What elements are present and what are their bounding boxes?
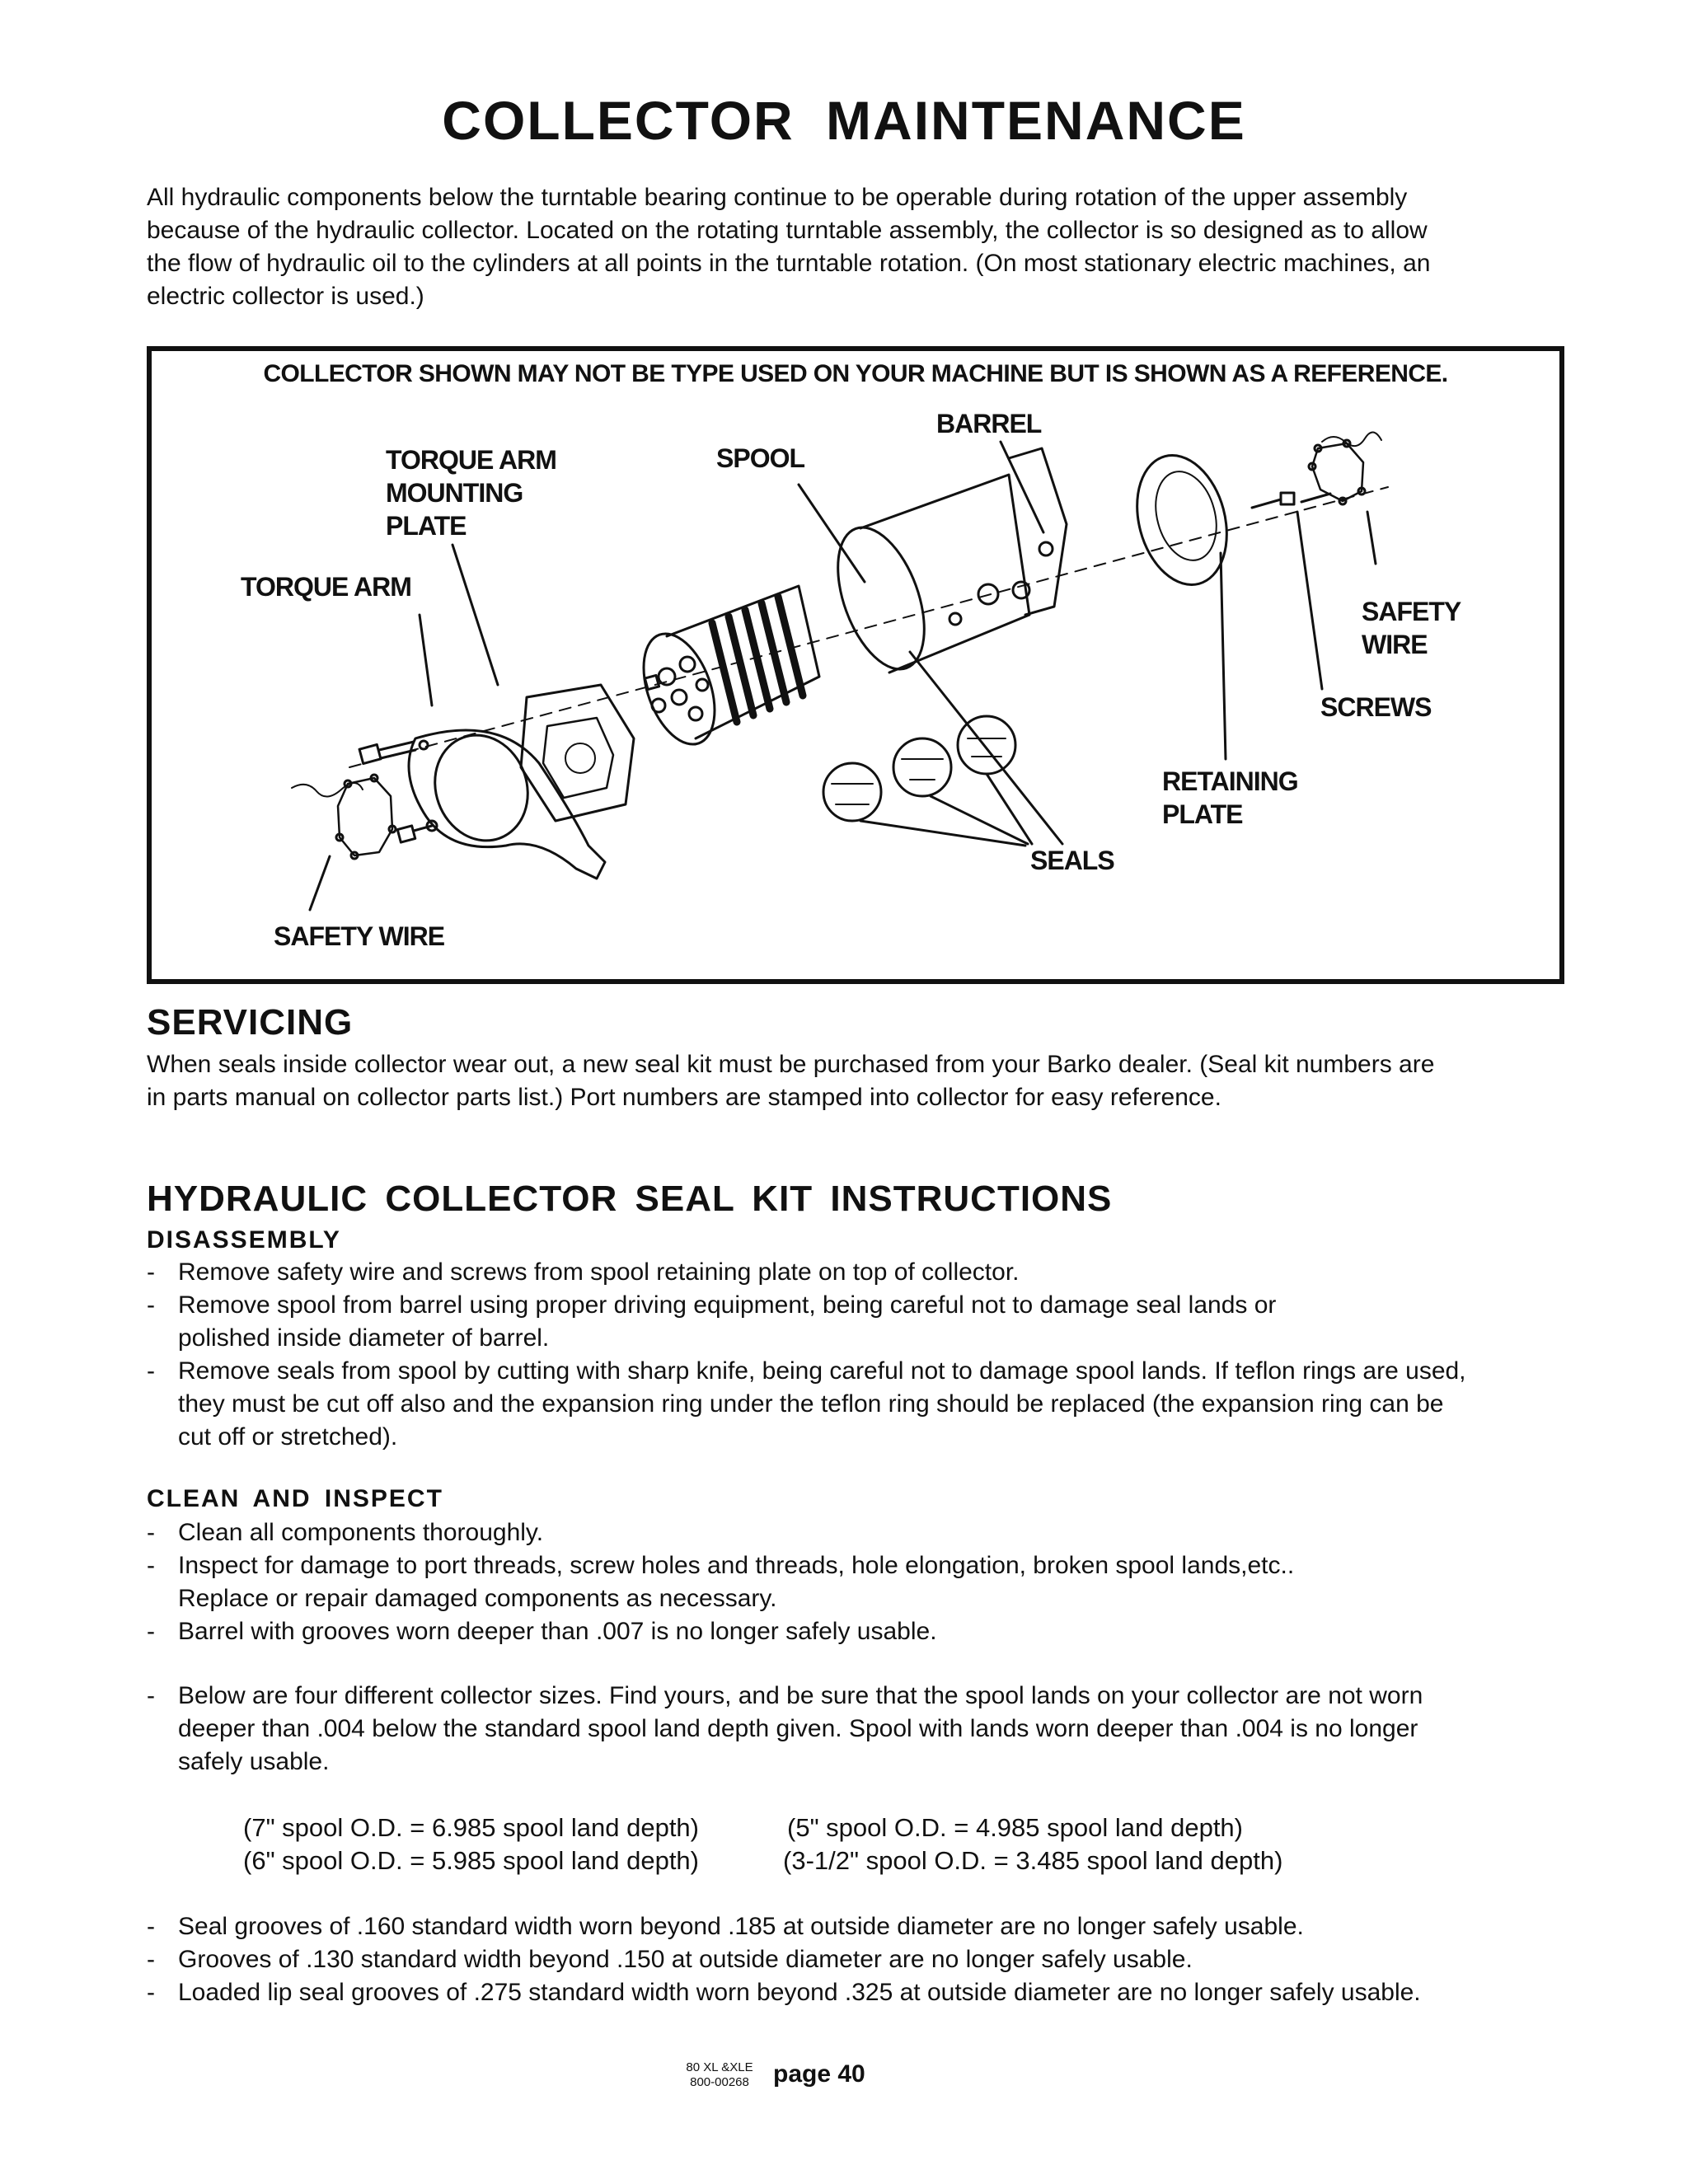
- seal-kit-heading: HYDRAULIC COLLECTOR SEAL KIT INSTRUCTIONS: [147, 1179, 1113, 1219]
- servicing-paragraph: [147, 1048, 1434, 1114]
- sizes-intro: [147, 1680, 1564, 1779]
- collector-diagram-figure: [147, 346, 1564, 984]
- servicing-heading: SERVICING: [147, 1002, 354, 1043]
- torque-arm-bolts-drawing: [359, 742, 437, 842]
- intro-paragraph: [147, 181, 1564, 313]
- list-item-text: Loaded lip seal grooves of .275 standard width worn beyond .325 at outside diameter are no longer safely usable.: [178, 1979, 1421, 2006]
- list-item-text: they must be cut off also and the expansion ring under the teflon ring should be replaced (the expansion ring can be: [178, 1390, 1444, 1418]
- retaining-plate-drawing: [1123, 445, 1240, 594]
- list-item-text: Clean all components thoroughly.: [178, 1519, 544, 1546]
- disassembly-list: [147, 1256, 1564, 1454]
- label-line: SAFETY: [1362, 597, 1461, 626]
- list-item: - Remove seals from spool by cutting with sharp knife, being careful not to damage spool lands. If teflon rings are used, they must be cut off also and the expansion ring under the teflon ring should be replaced (the expansion ring can be cut off or stretched).: [147, 1355, 1564, 1454]
- list-item: - Clean all components thoroughly.: [147, 1516, 1564, 1549]
- intro-line: the flow of hydraulic oil to the cylinders at all points in the turntable rotation. (On most stationary electric machines, an: [147, 250, 1431, 277]
- figure-caption: COLLECTOR SHOWN MAY NOT BE TYPE USED ON YOUR MACHINE BUT IS SHOWN AS A REFERENCE.: [263, 360, 1448, 387]
- intro-line: because of the hydraulic collector. Located on the rotating turntable assembly, the collector is so designed as to allow: [147, 217, 1428, 244]
- label-line: MOUNTING: [386, 478, 523, 508]
- list-item-text: safely usable.: [178, 1748, 330, 1775]
- list-item-text: Remove seals from spool by cutting with sharp knife, being careful not to damage spool lands. If teflon rings are used,: [178, 1357, 1466, 1385]
- label-safety-wire-left: SAFETY WIRE: [274, 921, 445, 951]
- label-seals: SEALS: [1030, 846, 1114, 875]
- list-item: - Loaded lip seal grooves of .275 standard width worn beyond .325 at outside diameter are no longer safely usable.: [147, 1976, 1564, 2009]
- list-item: - Remove safety wire and screws from spool retaining plate on top of collector.: [147, 1256, 1564, 1289]
- list-item-text: deeper than .004 below the standard spool land depth given. Spool with lands worn deeper than .004 is no longer: [178, 1715, 1418, 1742]
- label-line: TORQUE ARM: [386, 445, 556, 475]
- list-item-text: Below are four different collector sizes. Find yours, and be sure that the spool lands on your collector are not worn: [178, 1682, 1423, 1709]
- page-title: COLLECTOR MAINTENANCE: [442, 90, 1246, 151]
- size-7-inch: (7" spool O.D. = 6.985 spool land depth): [243, 1813, 699, 1842]
- size-3-5-inch: (3-1/2" spool O.D. = 3.485 spool land depth): [783, 1846, 1283, 1875]
- list-item-text: Inspect for damage to port threads, screw holes and threads, hole elongation, broken spool lands,etc..: [178, 1552, 1295, 1579]
- footer-model-info: [674, 2060, 765, 2090]
- list-item-text: Seal grooves of .160 standard width worn beyond .185 at outside diameter are no longer safely usable.: [178, 1913, 1304, 1940]
- safety-wire-left-drawing: [292, 775, 396, 859]
- list-item-text: Grooves of .130 standard width beyond .150 at outside diameter are no longer safely usable.: [178, 1946, 1193, 1973]
- label-line: PLATE: [386, 511, 467, 541]
- torque-arm-mounting-plate-drawing: [521, 685, 634, 821]
- footer-doc-number: 800-00268: [690, 2075, 749, 2089]
- servicing-line: When seals inside collector wear out, a new seal kit must be purchased from your Barko dealer. (Seal kit numbers are: [147, 1051, 1435, 1078]
- list-item: - Inspect for damage to port threads, screw holes and threads, hole elongation, broken spool lands,etc.. Replace or repair damaged components as necessary.: [147, 1549, 1564, 1615]
- list-item-text: Remove spool from barrel using proper driving equipment, being careful not to damage seal lands or: [178, 1291, 1277, 1319]
- list-item-text: Barrel with grooves worn deeper than .007 is no longer safely usable.: [178, 1618, 937, 1645]
- page-number: page 40: [773, 2060, 865, 2088]
- torque-arm-drawing: [409, 722, 605, 879]
- spool-drawing: [630, 586, 819, 754]
- list-item: - Seal grooves of .160 standard width worn beyond .185 at outside diameter are no longer safely usable.: [147, 1910, 1564, 1943]
- label-line: RETAINING: [1162, 766, 1298, 796]
- list-item-text: Replace or repair damaged components as necessary.: [178, 1585, 777, 1612]
- safety-wire-right-drawing: [1309, 432, 1381, 504]
- label-line: PLATE: [1162, 799, 1243, 829]
- collector-exploded-drawing: [152, 351, 1559, 979]
- retaining-screws-drawing: [1252, 493, 1330, 508]
- label-spool: SPOOL: [716, 443, 805, 473]
- size-6-inch: (6" spool O.D. = 5.985 spool land depth): [243, 1846, 699, 1875]
- clean-inspect-heading: CLEAN AND INSPECT: [147, 1485, 443, 1512]
- disassembly-heading: DISASSEMBLY: [147, 1226, 341, 1254]
- label-torque-arm-mounting-plate: [386, 443, 556, 542]
- list-item-text: cut off or stretched).: [178, 1423, 398, 1451]
- seal-detail-circles-drawing: [823, 716, 1015, 821]
- list-item: - Grooves of .130 standard width beyond .150 at outside diameter are no longer safely usable.: [147, 1943, 1564, 1976]
- label-barrel: BARREL: [936, 409, 1042, 438]
- intro-line: All hydraulic components below the turntable bearing continue to be operable during rotation of the upper assembly: [147, 184, 1408, 211]
- list-item: - Below are four different collector sizes. Find yours, and be sure that the spool lands on your collector are not worn deeper than .004 below the standard spool land depth given. Spool with lands worn deeper than .004 is no longer safely usable.: [147, 1680, 1564, 1779]
- list-item: - Remove spool from barrel using proper driving equipment, being careful not to damage seal lands or polished inside diameter of barrel.: [147, 1289, 1564, 1355]
- servicing-line: in parts manual on collector parts list.) Port numbers are stamped into collector for easy reference.: [147, 1084, 1221, 1111]
- label-safety-wire-right: [1362, 595, 1461, 661]
- list-item-text: Remove safety wire and screws from spool retaining plate on top of collector.: [178, 1258, 1020, 1286]
- intro-line: electric collector is used.): [147, 283, 424, 310]
- barrel-drawing: [821, 448, 1067, 681]
- list-item-text: polished inside diameter of barrel.: [178, 1324, 550, 1352]
- label-screws: SCREWS: [1320, 692, 1432, 722]
- list-item: - Barrel with grooves worn deeper than .007 is no longer safely usable.: [147, 1615, 1564, 1648]
- label-torque-arm: TORQUE ARM: [241, 572, 411, 602]
- groove-limits-list: [147, 1910, 1564, 2009]
- label-retaining-plate: [1162, 765, 1298, 831]
- label-line: WIRE: [1362, 630, 1428, 659]
- footer-model: 80 XL &XLE: [686, 2060, 753, 2074]
- clean-inspect-list: [147, 1516, 1564, 1648]
- size-5-inch: (5" spool O.D. = 4.985 spool land depth): [787, 1813, 1243, 1842]
